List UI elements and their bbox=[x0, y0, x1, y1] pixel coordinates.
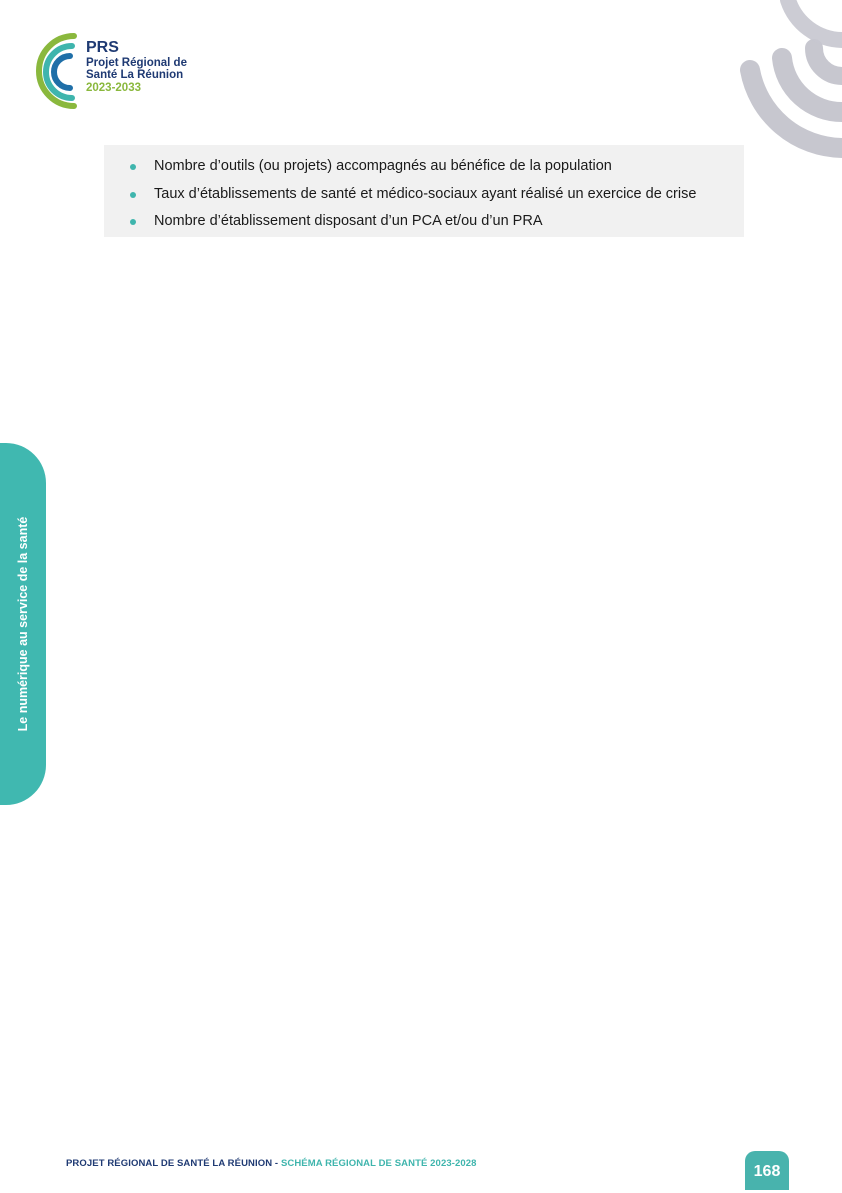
logo-subtitle-line1: Projet Régional de bbox=[86, 56, 187, 69]
indicator-text: Taux d’établissements de santé et médico-sociaux ayant réalisé un exercice de crise bbox=[154, 185, 697, 202]
logo-title: PRS bbox=[86, 39, 119, 56]
logo-years: 2023-2033 bbox=[86, 81, 141, 94]
indicator-text: Nombre d’outils (ou projets) accompagnés au bénéfice de la population bbox=[154, 158, 612, 174]
footer-section-title: SCHÉMA RÉGIONAL DE SANTÉ 2023-2028 bbox=[280, 1158, 477, 1169]
bullet-icon bbox=[130, 219, 136, 225]
indicator-text: Nombre d’établissement disposant d’un PCA et/ou d’un PRA bbox=[154, 213, 543, 229]
logo-text bbox=[86, 40, 187, 94]
prs-logo bbox=[24, 28, 224, 112]
page-footer bbox=[66, 1158, 477, 1169]
list-item bbox=[104, 181, 744, 209]
page-number: 168 bbox=[745, 1151, 789, 1190]
logo-subtitle-line2: Santé La Réunion bbox=[86, 68, 184, 81]
list-item bbox=[104, 208, 744, 236]
prs-logo-icon bbox=[24, 28, 84, 112]
indicator-list bbox=[104, 145, 744, 236]
bullet-icon bbox=[130, 164, 136, 170]
footer-document-title: PROJET RÉGIONAL DE SANTÉ LA RÉUNION - bbox=[66, 1158, 281, 1169]
decorative-arcs-icon bbox=[702, 0, 842, 160]
bullet-icon bbox=[130, 192, 136, 198]
section-side-label: Le numérique au service de la santé bbox=[16, 516, 30, 732]
list-item bbox=[104, 153, 744, 181]
indicators-box bbox=[104, 145, 744, 237]
